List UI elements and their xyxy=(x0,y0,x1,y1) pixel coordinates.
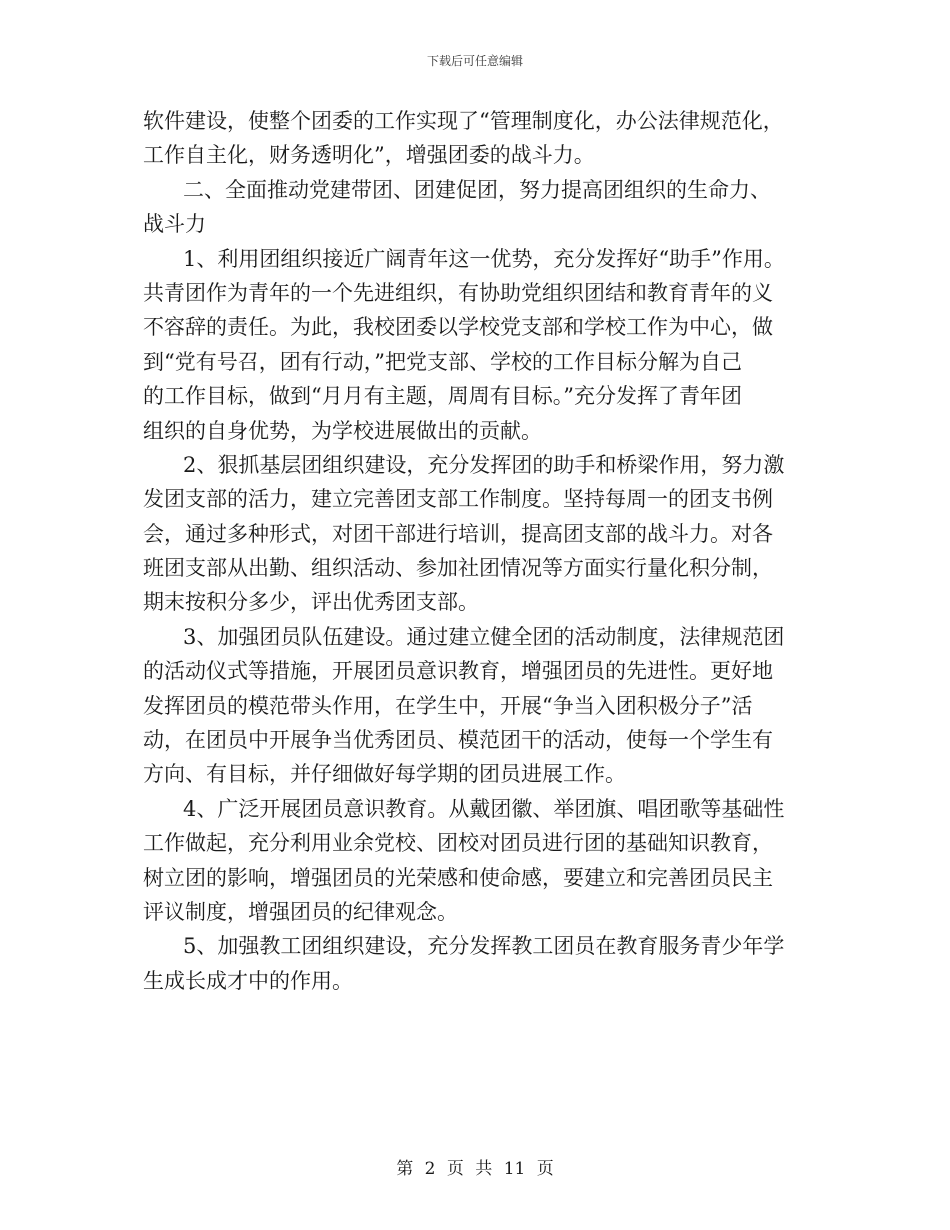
body-line: 工作自主化，财务透明化”，增强团委的战斗力。 xyxy=(143,143,595,168)
body-line: 评议制度，增强团员的纪律观念。 xyxy=(143,899,458,924)
document-body xyxy=(143,104,823,998)
body-line: 3、加强团员队伍建设。通过建立健全团的活动制度，法律规范团 xyxy=(183,624,785,649)
body-line: 的活动仪式等措施，开展团员意识教育，增强团员的先进性。更好地 xyxy=(143,659,773,684)
body-line: 5、加强教工团组织建设，充分发挥教工团员在教育服务青少年学 xyxy=(183,934,785,959)
body-line: 会，通过多种形式，对团干部进行培训，提高团支部的战斗力。对各 xyxy=(143,521,773,546)
body-line: 的工作目标，做到“月月有主题，周周有目标。”充分发挥了青年团 xyxy=(143,384,742,409)
body-line: 工作做起，充分利用业余党校、团校对团员进行团的基础知识教育， xyxy=(143,831,773,856)
page-number: 第 2 页 共 11 页 xyxy=(396,1159,554,1179)
section-heading-cont: 战斗力 xyxy=(143,212,206,237)
body-line: 4、广泛开展团员意识教育。从戴团徽、举团旗、唱团歌等基础性 xyxy=(183,796,785,821)
section-heading: 二、全面推动党建带团、团建促团，努力提高团组织的生命力、 xyxy=(183,177,771,202)
body-line: 班团支部从出勤、组织活动、参加社团情况等方面实行量化积分制， xyxy=(143,556,773,581)
body-line: 动，在团员中开展争当优秀团员、模范团干的活动，使每一个学生有 xyxy=(143,728,773,753)
body-line: 到“党有号召，团有行动，”把党支部、学校的工作目标分解为自己 xyxy=(143,349,742,374)
body-line: 共青团作为青年的一个先进组织，有协助党组织团结和教育青年的义 xyxy=(143,280,773,305)
body-line: 1、利用团组织接近广阔青年这一优势，充分发挥好“助手”作用。 xyxy=(183,246,785,271)
body-line: 方向、有目标，并仔细做好每学期的团员进展工作。 xyxy=(143,762,626,787)
body-line: 不容辞的责任。为此，我校团委以学校党支部和学校工作为中心，做 xyxy=(143,315,773,340)
body-line: 2、狠抓基层团组织建设，充分发挥团的助手和桥梁作用，努力激 xyxy=(183,452,785,477)
body-line: 发挥团员的模范带头作用，在学生中，开展“争当入团积极分子”活 xyxy=(143,693,753,718)
body-line: 期末按积分多少，评出优秀团支部。 xyxy=(143,590,479,615)
body-line: 生成长成才中的作用。 xyxy=(143,968,353,993)
body-line: 树立团的影响，增强团员的光荣感和使命感，要建立和完善团员民主 xyxy=(143,865,773,890)
page-header: 下载后可任意编辑 xyxy=(426,54,523,68)
body-line: 软件建设，使整个团委的工作实现了“管理制度化，办公法律规范化， xyxy=(143,109,784,133)
body-line: 发团支部的活力，建立完善团支部工作制度。坚持每周一的团支书例 xyxy=(143,487,773,512)
body-line: 组织的自身优势，为学校进展做出的贡献。 xyxy=(143,418,542,443)
